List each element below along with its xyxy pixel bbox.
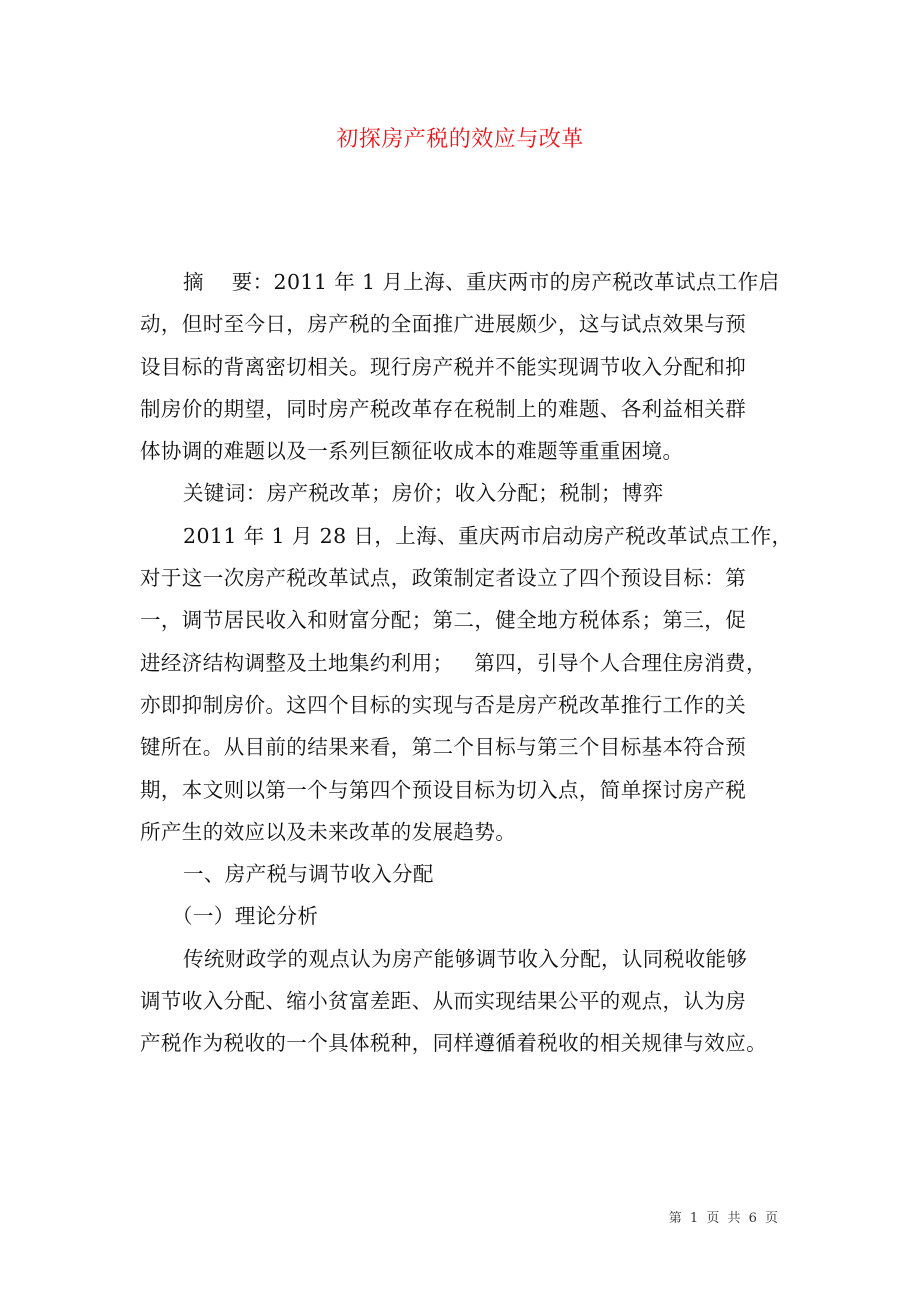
text-line: 亦即抑制房价。这四个目标的实现与否是房产税改革推行工作的关 [140,692,747,717]
section-heading [140,853,810,895]
text-line: 设目标的背离密切相关。现行房产税并不能实现调节收入分配和抑 [140,354,747,379]
text-line: 一，调节居民收入和财富分配；第二，健全地方税体系；第三，促 [140,608,747,633]
abstract-paragraph [140,261,810,472]
text-line: 所产生的效应以及未来改革的发展趋势。 [140,819,517,844]
text-line: 进经济结构调整及土地集约利用； 第四，引导个人合理住房消费， [140,650,767,675]
text-line: 2011 年 1 月 28 日，上海、重庆两市启动房产税改革试点工作， [183,523,793,548]
text-line: 一、房产税与调节收入分配 [183,862,434,887]
text-line: 制房价的期望，同时房产税改革存在税制上的难题、各利益相关群 [140,396,747,421]
page-number-footer: 第 1 页 共 6 页 [668,1211,780,1226]
text-line: 对于这一次房产税改革试点，政策制定者设立了四个预设目标：第 [140,566,747,591]
text-line: 关键词：房产税改革；房价；收入分配；税制；博弈 [183,481,664,506]
text-line: 动，但时至今日，房产税的全面推广进展颇少，这与试点效果与预 [140,312,747,337]
intro-paragraph [140,515,810,853]
text-line: 键所在。从目前的结果来看，第二个目标与第三个目标基本符合预 [140,735,747,760]
text-line: 调节收入分配、缩小贫富差距、从而实现结果公平的观点，认为房 [140,989,747,1014]
text-line: 摘 要：2011 年 1 月上海、重庆两市的房产税改革试点工作启 [183,270,780,294]
theory-paragraph [140,938,810,1065]
document-title: 初探房产税的效应与改革 [336,127,584,152]
text-line: （一）理论分析 [172,904,319,929]
text-line: 传统财政学的观点认为房产能够调节收入分配，认同税收能够 [183,946,748,971]
text-line: 产税作为税收的一个具体税种，同样遵循着税收的相关规律与效应。 [140,1031,767,1056]
document-body [140,261,810,1065]
keywords-paragraph [140,472,810,514]
text-line: 体协调的难题以及一系列巨额征收成本的难题等重重困境。 [140,439,684,464]
subsection-heading [140,895,810,937]
text-line: 期，本文则以第一个与第四个预设目标为切入点，简单探讨房产税 [140,777,747,802]
